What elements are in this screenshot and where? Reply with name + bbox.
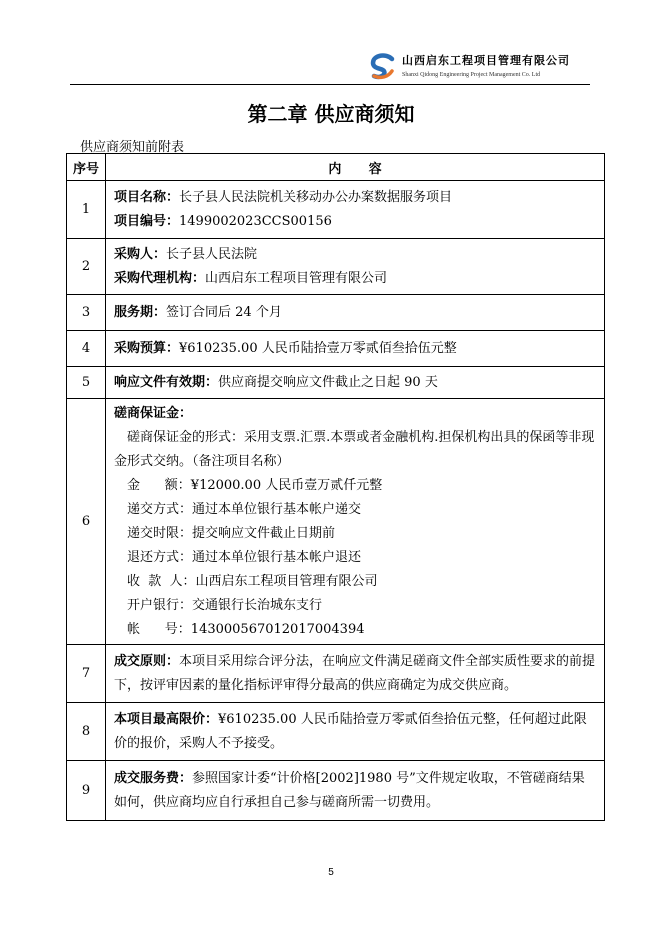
company-name-cn: 山西启东工程项目管理有限公司	[402, 54, 570, 67]
row-content	[106, 399, 605, 645]
header-divider	[70, 84, 590, 85]
field-value: ¥610235.00 人民币陆拾壹万零贰佰叁拾伍元整	[179, 340, 457, 356]
row-content	[106, 367, 605, 399]
table-row	[67, 181, 605, 239]
row-number: 1	[67, 181, 106, 239]
page-header	[70, 50, 590, 85]
table-row	[67, 367, 605, 399]
row-content	[106, 239, 605, 295]
table-row	[67, 399, 605, 645]
row-number: 7	[67, 645, 106, 703]
deposit-label: 磋商保证金：	[114, 405, 193, 421]
deposit-line: 退还方式：通过本单位银行基本帐户退还	[127, 549, 362, 565]
table-row	[67, 331, 605, 367]
table-header-row	[67, 154, 605, 181]
field-label: 项目编号：	[114, 213, 180, 229]
row-number: 8	[67, 703, 106, 761]
field-value: 长子县人民法院	[166, 246, 258, 262]
row-content	[106, 703, 605, 761]
field-value: 1499002023CCS00156	[179, 213, 332, 229]
row-number: 4	[67, 331, 106, 367]
table-row	[67, 703, 605, 761]
row-content	[106, 295, 605, 331]
row-content	[106, 181, 605, 239]
row-number: 9	[67, 761, 106, 821]
field-label: 本项目最高限价：	[114, 711, 219, 727]
field-label: 采购预算：	[114, 340, 180, 356]
deposit-line: 金 额：¥12000.00 人民币壹万贰仟元整	[127, 477, 383, 493]
deposit-form: 磋商保证金的形式：采用支票.汇票.本票或者金融机构.担保机构出具的保函等非现金形式交纳。（备注项目名称）	[114, 429, 595, 469]
table-row	[67, 295, 605, 331]
company-logo-icon	[368, 52, 398, 82]
field-value: 长子县人民法院机关移动办公办案数据服务项目	[179, 189, 453, 205]
field-value: ¥610235.00 人民币陆拾壹万零贰佰叁拾伍元整，任何超过此限价的报价，采购人不予接受。	[114, 711, 587, 751]
deposit-line: 帐 号：143000567012017004394	[127, 621, 365, 637]
page-number: 5	[328, 867, 334, 878]
table-row	[67, 645, 605, 703]
field-label: 项目名称：	[114, 189, 180, 205]
chapter-title: 第二章 供应商须知	[247, 102, 415, 126]
table-row	[67, 761, 605, 821]
field-label: 采购代理机构：	[114, 270, 206, 286]
field-label: 服务期：	[114, 304, 167, 320]
row-content	[106, 331, 605, 367]
deposit-line: 递交方式：通过本单位银行基本帐户递交	[127, 501, 362, 517]
deposit-line: 递交时限：提交响应文件截止日期前	[127, 525, 336, 541]
row-number: 5	[67, 367, 106, 399]
column-header-no: 序号	[67, 154, 106, 181]
deposit-line: 开户银行：交通银行长治城东支行	[127, 597, 323, 613]
table-row	[67, 239, 605, 295]
table-caption: 供应商须知前附表	[80, 140, 185, 155]
row-content	[106, 645, 605, 703]
field-label: 响应文件有效期：	[114, 374, 219, 390]
row-number: 3	[67, 295, 106, 331]
field-value: 本项目采用综合评分法，在响应文件满足磋商文件全部实质性要求的前提下，按评审因素的量化指标评审得分最高的供应商确定为成交供应商。	[114, 653, 596, 693]
deposit-line: 收 款 人：山西启东工程项目管理有限公司	[127, 573, 378, 589]
field-value: 签订合同后 24 个月	[166, 304, 282, 320]
field-label: 成交原则：	[114, 653, 180, 669]
field-label: 成交服务费：	[114, 770, 193, 786]
row-content	[106, 761, 605, 821]
row-number: 2	[67, 239, 106, 295]
company-name-en: Shanxi Qidong Engineering Project Management Co. Ltd	[402, 72, 541, 78]
field-value: 山西启东工程项目管理有限公司	[205, 270, 388, 286]
notice-table	[66, 153, 605, 821]
field-label: 采购人：	[114, 246, 167, 262]
field-value: 供应商提交响应文件截止之日起 90 天	[218, 374, 438, 390]
row-number: 6	[67, 399, 106, 645]
field-value: 参照国家计委“计价格[2002]1980 号”文件规定收取，不管磋商结果如何，供应商均应自行承担自己参与磋商所需一切费用。	[114, 770, 585, 810]
column-header-content: 内 容	[106, 154, 605, 181]
